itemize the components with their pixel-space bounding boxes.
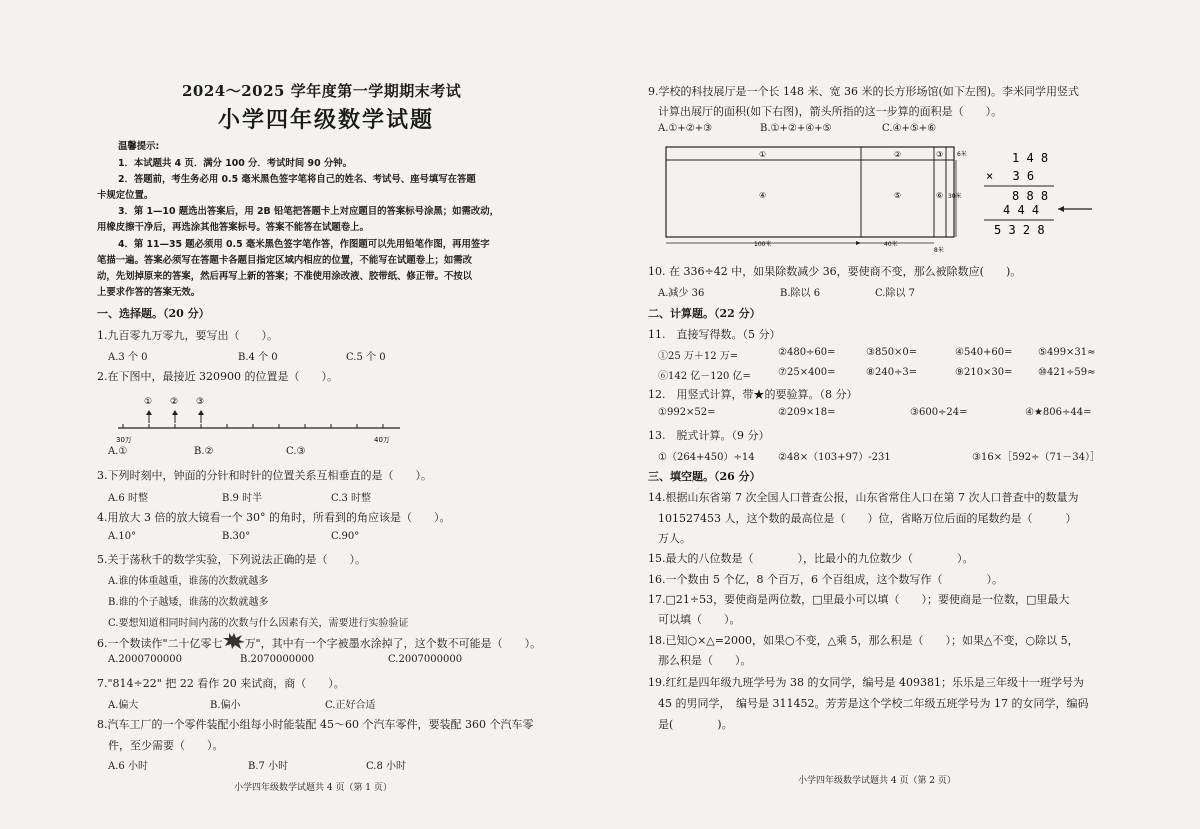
option-c: C.8 小时 xyxy=(366,761,407,772)
question-12: 12. 用竖式计算，带★的要验算。（8 分） xyxy=(648,388,858,401)
ink-blot-icon xyxy=(223,633,245,647)
option-b: B.7 小时 xyxy=(248,761,289,772)
section-heading-choice: 一、选择题。（20 分） xyxy=(97,307,210,320)
question-11: 11. 直接写得数。（5 分） xyxy=(648,328,781,341)
question-9-cont: 计算出展厅的面积(如下右图)，箭头所指的这一步算的面积是（ ）。 xyxy=(658,105,1003,118)
exam-year-title: 2024～2025 学年度第一学期期末考试 xyxy=(182,82,462,100)
calc-item: ⑧240÷3= xyxy=(866,367,918,378)
right-page xyxy=(600,0,1200,829)
option-a: A.6 小时 xyxy=(108,761,148,772)
option-b: B.除以 6 xyxy=(780,288,821,299)
dimension-label: 100米 xyxy=(754,241,772,248)
question-7: 7."814÷22" 把 22 看作 20 来试商，商（ ）。 xyxy=(97,677,345,690)
tip-line: 用橡皮擦干净后，再选涂其他答案标号。答案不能答在试题卷上。 xyxy=(97,222,369,233)
option-b: B.2070000000 xyxy=(240,654,315,665)
calc-item: ④540+60= xyxy=(955,347,1013,358)
tip-line: 上要求作答的答案无效。 xyxy=(97,287,201,298)
option-a: A.2000700000 xyxy=(108,654,183,665)
question-13: 13. 脱式计算。（9 分） xyxy=(648,429,770,442)
option-a: A.10° xyxy=(108,531,137,542)
question-9: 9.学校的科技展厅是一个长 148 米、宽 36 米的长方形场馆(如下左图)。李米同学用竖式 xyxy=(648,85,1080,98)
question-8: 8.汽车工厂的一个零件装配小组每小时能装配 45～60 个汽车零件，要装配 360 个汽车零 xyxy=(97,718,534,731)
section-heading-fill: 三、填空题。（26 分） xyxy=(648,470,761,483)
option-a: A.减少 36 xyxy=(658,288,705,299)
calc-item: ⑩421÷59≈ xyxy=(1038,367,1096,378)
dimension-label: 8米 xyxy=(934,247,944,254)
page-footer: 小学四年级数学试题共 4 页（第 1 页） xyxy=(234,783,392,793)
option-c: C.5 个 0 xyxy=(346,352,386,363)
question-16: 16.一个数由 5 个亿，8 个百万，6 个百组成，这个数写作（ ）。 xyxy=(648,573,1003,586)
tip-line: 1．本试题共 4 页．满分 100 分．考试时间 90 分钟。 xyxy=(118,158,352,169)
calc-item: ②48×（103+97）-231 xyxy=(778,452,891,463)
hall-area-figure xyxy=(664,142,970,254)
question-17: 17.□21÷53，要使商是两位数，□里最小可以填（ ）；要使商是一位数，□里最大 xyxy=(648,593,1070,606)
dimension-label: 30米 xyxy=(948,193,962,200)
mult-row: 8 8 8 xyxy=(1012,189,1049,203)
option-c: C.90° xyxy=(331,531,360,542)
question-19: 19.红红是四年级九班学号为 38 的女同学，编号是 409381；乐乐是三年级十一班学号为 xyxy=(648,676,1084,689)
question-2: 2.在下图中，最接近 320900 的位置是（ ）。 xyxy=(97,370,338,383)
mult-row: × 3 6 xyxy=(986,169,1035,183)
calc-item: ③850×0= xyxy=(866,347,918,358)
question-15: 15.最大的八位数是（ ），比最小的九位数少（ ）。 xyxy=(648,552,974,565)
dimension-label: 6米 xyxy=(957,151,967,158)
question-6-text-start: 6.一个数读作"二十亿零七 xyxy=(97,637,223,650)
cell-label: ② xyxy=(894,150,902,159)
page-footer: 小学四年级数学试题共 4 页（第 2 页） xyxy=(798,776,956,786)
mult-row: 4 4 4 xyxy=(1003,203,1040,217)
question-14-cont: 101527453 人，这个数的最高位是（ ）位，省略万位后面的尾数约是（ ） xyxy=(658,512,1077,525)
option-b: B.4 个 0 xyxy=(238,352,278,363)
question-6-text-end: 万"，其中有一个字被墨水涂掉了，这个数不可能是（ ）。 xyxy=(244,637,542,650)
calc-item: ①25 万＋12 万= xyxy=(658,351,739,362)
question-14: 14.根据山东省第 7 次全国人口普查公报，山东省常住人口在第 7 次人口普查中的数量为 xyxy=(648,491,1079,504)
calc-item: ④★806÷44= xyxy=(1025,407,1092,418)
tip-line: 2．答题前，考生务必用 0.5 毫米黑色签字笔将自己的姓名、考试号、座号填写在答题 xyxy=(118,174,476,185)
axis-end-label: 40万 xyxy=(374,436,390,444)
option-c: C.2007000000 xyxy=(388,654,463,665)
option-b: B.偏小 xyxy=(210,700,241,711)
option-b: B.谁的个子越矮，谁荡的次数就越多 xyxy=(108,597,269,608)
mult-row: 5 3 2 8 xyxy=(994,223,1045,237)
section-heading-calc: 二、计算题。（22 分） xyxy=(648,307,761,320)
cell-label: ④ xyxy=(759,191,767,200)
mark-label: ① xyxy=(144,397,153,407)
calc-item: ②480÷60= xyxy=(778,347,836,358)
calc-item: ②209×18= xyxy=(778,407,836,418)
question-4: 4.用放大 3 倍的放大镜看一个 30° 的角时，所看到的角应该是（ ）。 xyxy=(97,511,451,524)
calc-item: ⑥142 亿－120 亿= xyxy=(658,371,751,382)
dimension-label: 40米 xyxy=(884,241,898,248)
question-14-cont: 万人。 xyxy=(658,532,691,545)
tip-line: 卡规定位置。 xyxy=(97,190,154,201)
question-18-cont: 那么积是（ ）。 xyxy=(658,654,752,667)
calc-item: ①992×52= xyxy=(658,407,716,418)
question-6 xyxy=(97,633,541,651)
cell-label: ⑥ xyxy=(936,191,944,200)
question-8-cont: 件，至少需要（ ）。 xyxy=(108,739,224,752)
option-b: B.9 时半 xyxy=(222,493,263,504)
mark-label: ② xyxy=(170,397,179,407)
number-line-figure xyxy=(108,392,408,444)
tip-line: 动，先划掉原来的答案，然后再写上新的答案；不准使用涂改液、胶带纸、修正带。不按以 xyxy=(97,271,473,282)
question-1: 1.九百零九万零九，要写出（ ）。 xyxy=(97,329,278,342)
question-17-cont: 可以填（ ）。 xyxy=(658,613,741,626)
question-19-cont: 是( )。 xyxy=(658,718,733,731)
cell-label: ① xyxy=(759,150,767,159)
option-a: A.谁的体重越重，谁荡的次数就越多 xyxy=(108,576,269,587)
tips-heading: 温馨提示: xyxy=(118,141,160,152)
tip-line: 笔描一遍。答案必须写在答题卡各题目指定区域内相应的位置，不能写在试题卷上；如需改 xyxy=(97,255,473,266)
exam-main-title: 小学四年级数学试题 xyxy=(218,107,435,133)
mult-row: 1 4 8 xyxy=(1012,151,1049,165)
option-c: C.要想知道相同时间内荡的次数与什么因素有关，需要进行实验验证 xyxy=(108,618,409,629)
option-b: B.② xyxy=(194,446,214,457)
tip-line: 4．第 11—35 题必须用 0.5 毫米黑色签字笔作答，作图题可以先用铅笔作图，再用签字 xyxy=(118,239,490,250)
calc-item: ⑨210×30= xyxy=(955,367,1013,378)
question-18: 18.已知○×△=2000，如果○不变，△乘 5，那么积是（ ）；如果△不变，○除以 5， xyxy=(648,634,1079,647)
axis-start-label: 30万 xyxy=(116,436,132,444)
option-b: B.30° xyxy=(222,531,251,542)
cell-label: ③ xyxy=(936,150,944,159)
calc-item: ⑦25×400= xyxy=(778,367,836,378)
option-c: C.3 时整 xyxy=(331,493,372,504)
question-19-cont: 45 的男同学， 编号是 311452。芳芳是这个学校二年级五班学号为 17 的女同学，编码 xyxy=(658,697,1089,710)
question-10: 10. 在 336÷42 中，如果除数减少 36，要使商不变，那么被除数应( )。 xyxy=(648,265,1022,278)
option-a: A.偏大 xyxy=(108,700,139,711)
cell-label: ⑤ xyxy=(894,191,902,200)
tip-line: 3．第 1—10 题选出答案后，用 2B 铅笔把答题卡上对应题目的答案标号涂黑；如需改动， xyxy=(118,206,499,217)
question-5: 5.关于荡秋千的数学实验，下列说法正确的是（ ）。 xyxy=(97,553,366,566)
calc-item: ①（264+450）÷14 xyxy=(658,452,755,463)
option-a: A.3 个 0 xyxy=(108,352,148,363)
option-a: A.6 时整 xyxy=(108,493,148,504)
calc-item: ③16×［592÷（71－34）］ xyxy=(972,452,1100,463)
option-a: A.① xyxy=(108,446,128,457)
vertical-multiplication xyxy=(982,150,1102,240)
option-c: C.③ xyxy=(286,446,306,457)
mark-label: ③ xyxy=(196,397,205,407)
option-a: A.①+②+③ xyxy=(658,123,713,134)
option-c: C.正好合适 xyxy=(325,700,376,711)
option-b: B.①+②+④+⑤ xyxy=(760,123,832,134)
calc-item: ③600÷24= xyxy=(910,407,968,418)
option-c: C.④+⑤+⑥ xyxy=(882,123,937,134)
calc-item: ⑤499×31≈ xyxy=(1038,347,1096,358)
question-3: 3.下列时刻中，钟面的分针和时针的位置关系互相垂直的是（ ）。 xyxy=(97,469,432,482)
option-c: C.除以 7 xyxy=(875,288,916,299)
